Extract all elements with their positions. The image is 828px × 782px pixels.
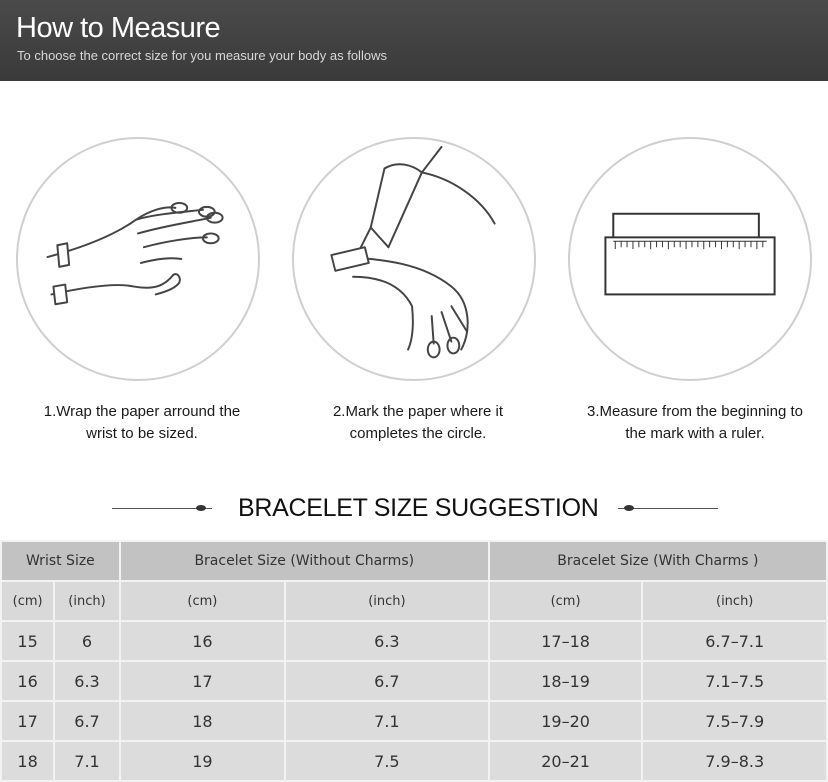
table-cell: 17–18	[489, 621, 643, 661]
step-2-line-1: 2.Mark the paper where it	[332, 403, 504, 420]
table-cell: 6.3	[285, 621, 489, 661]
table-row	[1, 621, 827, 661]
unit-header: (cm)	[489, 581, 643, 621]
size-table	[0, 540, 828, 782]
table-cell: 18–19	[489, 661, 643, 701]
table-cell: 17	[1, 701, 54, 741]
unit-header: (cm)	[1, 581, 54, 621]
group-wrist-size: Wrist Size	[1, 541, 120, 581]
table-cell: 15	[1, 621, 54, 661]
table-cell: 6.7–7.1	[642, 621, 827, 661]
table-cell: 19	[120, 741, 285, 781]
table-cell: 6.7	[54, 701, 120, 741]
step-3-line-2: the mark with a ruler.	[625, 425, 765, 442]
table-cell: 7.1–7.5	[642, 661, 827, 701]
section-heading	[0, 493, 828, 525]
step-2-line-2: completes the circle.	[349, 425, 487, 442]
unit-header: (cm)	[120, 581, 285, 621]
page-title: How to Measure	[16, 12, 221, 44]
section-title: BRACELET SIZE SUGGESTION	[238, 494, 599, 522]
table-cell: 16	[1, 661, 54, 701]
table-cell: 18	[120, 701, 285, 741]
table-cell: 6	[54, 621, 120, 661]
table-cell: 6.3	[54, 661, 120, 701]
table-cell: 7.9–8.3	[642, 741, 827, 781]
table-cell: 19–20	[489, 701, 643, 741]
pen-mark-icon	[292, 137, 536, 381]
divider-dot-left	[196, 505, 206, 511]
table-unit-header	[1, 581, 827, 621]
table-cell: 7.1	[54, 741, 120, 781]
table-cell: 7.5–7.9	[642, 701, 827, 741]
table-cell: 17	[120, 661, 285, 701]
group-with-charms: Bracelet Size (With Charms )	[489, 541, 827, 581]
table-cell: 7.1	[285, 701, 489, 741]
table-row	[1, 701, 827, 741]
step-3-line-1: 3.Measure from the beginning to	[587, 403, 803, 420]
table-cell: 18	[1, 741, 54, 781]
step-3-caption	[570, 401, 820, 445]
group-without-charms: Bracelet Size (Without Charms)	[120, 541, 489, 581]
table-cell: 16	[120, 621, 285, 661]
step-1-line-2: wrist to be sized.	[86, 425, 198, 442]
step-1-line-1: 1.Wrap the paper arround the	[43, 403, 241, 420]
table-cell: 7.5	[285, 741, 489, 781]
step-2-caption	[293, 401, 543, 445]
unit-header: (inch)	[642, 581, 827, 621]
unit-header: (inch)	[54, 581, 120, 621]
page-header	[0, 0, 828, 81]
ruler-icon	[568, 137, 812, 381]
table-cell: 6.7	[285, 661, 489, 701]
table-row	[1, 741, 827, 781]
step-1-caption	[17, 401, 267, 445]
unit-header: (inch)	[285, 581, 489, 621]
divider-dot-right	[624, 505, 634, 511]
table-cell: 20–21	[489, 741, 643, 781]
page-subtitle: To choose the correct size for you measure your body as follows	[17, 48, 387, 63]
table-row	[1, 661, 827, 701]
wrist-wrap-icon	[16, 137, 260, 381]
table-group-header	[1, 541, 827, 581]
